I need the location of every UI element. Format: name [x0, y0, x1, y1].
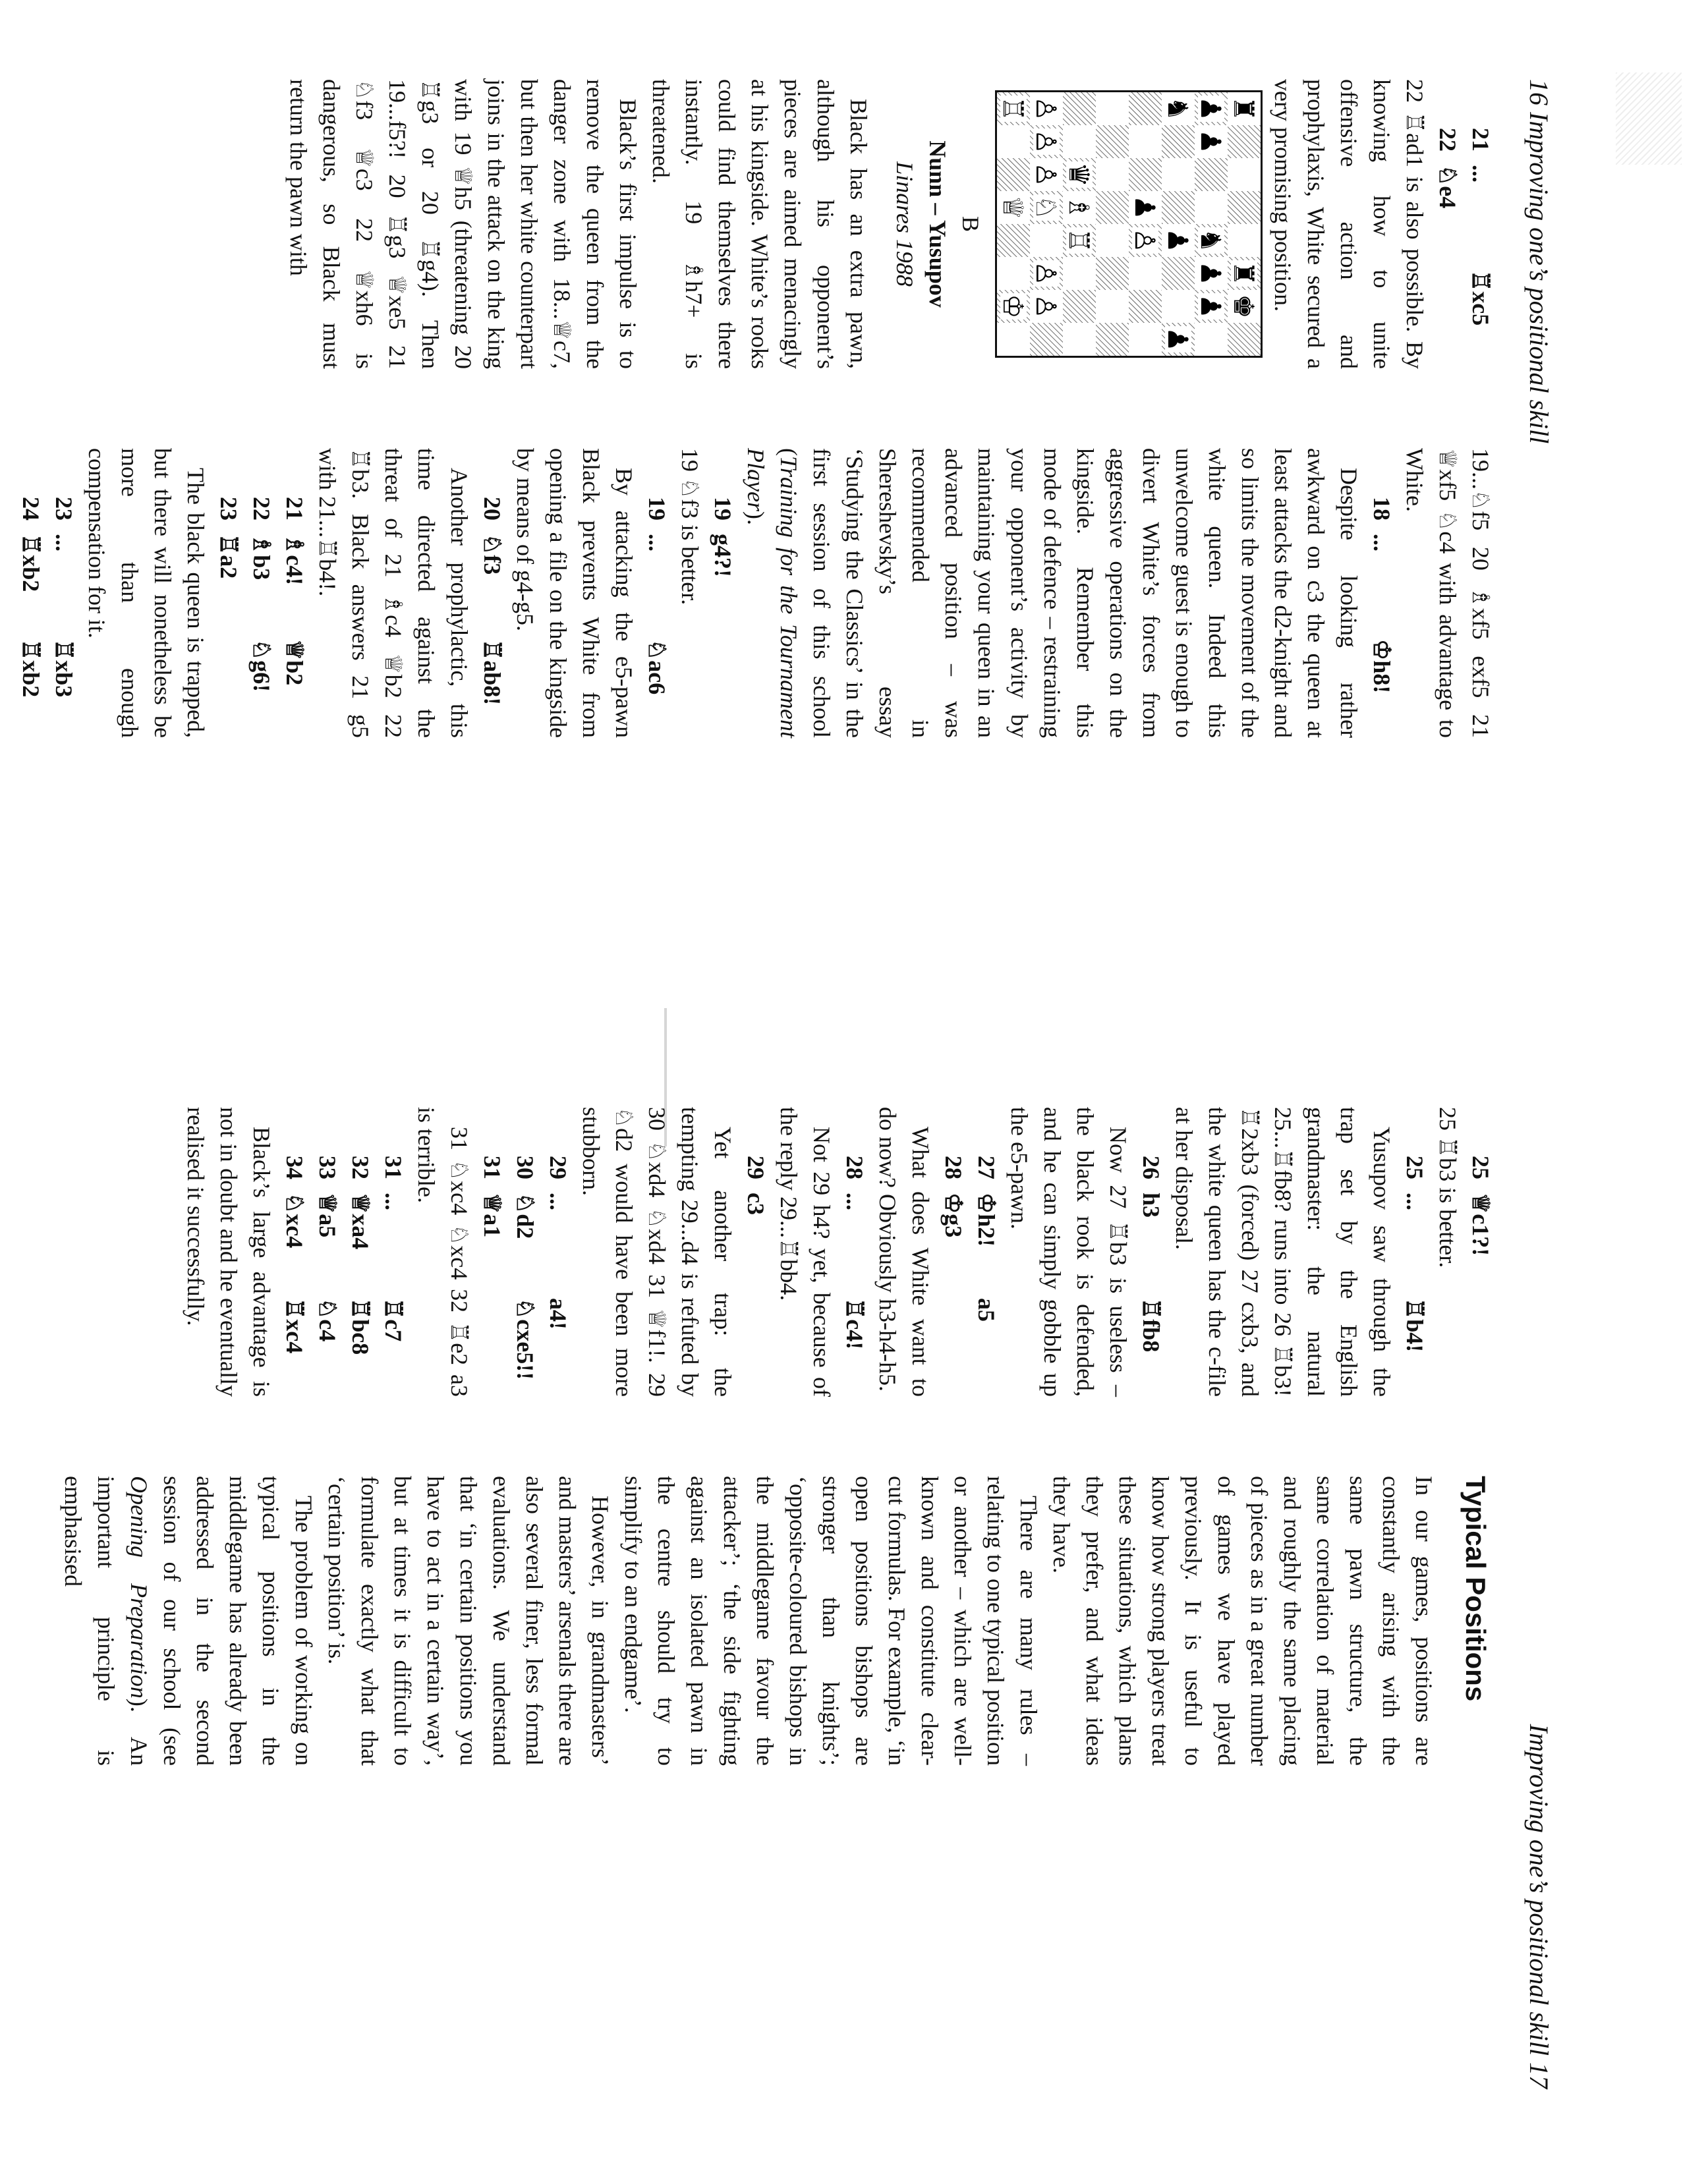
commentary-paragraph: 19 ♘f3 is better.: [677, 448, 703, 606]
running-head-left: 16 Improving one’s positional skill: [1524, 79, 1554, 444]
move-number: 34: [281, 1156, 308, 1179]
move-number: 33: [314, 1156, 341, 1179]
left-page: [0, 79, 1708, 1107]
move-number: 29: [743, 1156, 769, 1179]
white-move: ...: [1467, 165, 1494, 183]
book-title: Opening Preparation: [126, 1476, 152, 1699]
commentary-paragraph: [739, 448, 1365, 738]
commentary-paragraph: Black’s first impulse is to remove the queen from the danger zone with 18...♕c7, but then her white counterpart joins in the attack on the king with 19 ♕h5 (threatening 20 ♖g3 or 20 ♖g4). Then 19...f5?! 20 ♖g3 ♕xe5 21 ♘f3 ♕c3 22 ♕xh6 is dangerous, so Black must return the pawn with: [285, 79, 641, 369]
white-pawn-piece: ♙: [1129, 228, 1161, 253]
move-line: [377, 1107, 410, 1397]
move-number: 18: [1369, 497, 1395, 521]
black-move: ♖b4!: [1402, 1298, 1428, 1353]
board-square: [1096, 158, 1129, 191]
white-move: ...: [644, 534, 670, 551]
white-move: ♘e4: [1435, 165, 1461, 209]
white-move: h3: [1138, 1193, 1164, 1218]
board-square: [1129, 125, 1162, 158]
white-move: ♕a5: [314, 1193, 341, 1238]
black-move: ♖xb3: [51, 639, 77, 698]
black-move: ♖c7: [380, 1298, 407, 1342]
book-title: Training for the Tournament Player: [743, 448, 802, 738]
white-move: ♖xb2: [18, 534, 44, 592]
white-queen-piece: ♕: [997, 195, 1029, 220]
board-square: [1129, 323, 1162, 356]
white-move: ...: [1402, 1193, 1428, 1210]
move-number: 23: [51, 497, 77, 521]
move-line: [1431, 79, 1464, 369]
move-number: 24: [18, 497, 44, 521]
black-queen-piece: ♛: [1063, 162, 1095, 187]
black-knight-piece: ♞: [1162, 96, 1194, 121]
white-move: ...: [380, 1193, 407, 1210]
black-move: [739, 1298, 772, 1397]
commentary-paragraph: Yusupov saw through the trap set by the English grandmaster: the natural 25...♖fb8? runs into 26 ♖b3! ♖2xb3 (forced) 27 cxb3, and the white queen has the c-file at her disposal.: [1171, 1107, 1395, 1397]
white-move: ♕c1?!: [1467, 1193, 1494, 1256]
board-square: [1162, 125, 1195, 158]
white-move: ♕a1: [479, 1193, 505, 1238]
commentary-paragraph: What does White want to do now? Obviously h3-h4-h5.: [874, 1107, 934, 1397]
commentary-paragraph: By attacking the e5-pawn Black prevents White from opening a file on the kingside by means of g4-g5.: [512, 448, 637, 738]
white-king-piece: ♔: [997, 294, 1029, 319]
move-number: 22: [1435, 128, 1461, 152]
board-square: [1129, 257, 1162, 290]
move-number: 20: [479, 497, 505, 521]
move-number: 27: [973, 1156, 1000, 1179]
text-run: ). An important principle is emphasised: [60, 1476, 152, 1766]
board-square: [1063, 290, 1096, 323]
black-pawn-piece: ♟: [1162, 327, 1194, 352]
commentary-paragraph: Yet another trap: the tempting 29...d4 is refuted by 30 ♘xd4 ♘xd4 31 ♕f1!. 29 ♘d2 would have been more stubborn.: [578, 1107, 736, 1397]
move-line: [14, 448, 47, 738]
white-pawn-piece: ♙: [1030, 129, 1062, 154]
move-line: [344, 1107, 377, 1397]
black-move: ♖bc8: [347, 1298, 374, 1355]
text-run: ).: [743, 511, 769, 525]
black-move: ♖c4!: [841, 1298, 868, 1350]
move-number: 19: [644, 497, 670, 521]
black-move: ♕b2: [281, 639, 308, 686]
right-column-1: [179, 1107, 1497, 1397]
commentary-paragraph: 19...♘f5 20 ♗xf5 exf5 21 ♕xf5 ♘c4 with advantage to White.: [1402, 448, 1494, 738]
move-number: 30: [512, 1156, 538, 1179]
white-rook-piece: ♖: [1063, 228, 1095, 253]
white-move: ...: [1369, 534, 1395, 551]
white-pawn-piece: ♙: [1030, 261, 1062, 286]
commentary-paragraph: Another prophylactic, this time directed against the threat of 21 ♗c4 ♕b2 22 ♖b3. Black answers 21 g5 with 21...♖b4!.: [314, 448, 472, 738]
white-move: ...: [545, 1193, 571, 1210]
board-square: [1063, 257, 1096, 290]
move-line: [476, 448, 509, 738]
black-move: ♖xc4: [281, 1298, 308, 1354]
side-to-move: B: [957, 215, 984, 232]
move-number: 19: [710, 497, 736, 521]
black-pawn-piece: ♟: [1195, 96, 1227, 121]
white-move: ♕xa4: [347, 1193, 374, 1250]
left-column-1: [282, 79, 1497, 369]
white-pawn-piece: ♙: [1030, 96, 1062, 121]
white-move: ...: [51, 534, 77, 551]
text-run: The problem of working on typical positions in the middlegame has already been addressed in the second session of our school (see: [159, 1476, 317, 1766]
chess-board: [995, 90, 1263, 358]
board-square: [1096, 290, 1129, 323]
white-move: ♘f3: [479, 534, 505, 575]
white-move: ♖a2: [215, 534, 242, 579]
black-rook-piece: ♜: [1228, 96, 1260, 121]
move-number: 21: [281, 497, 308, 521]
black-pawn-piece: ♟: [1195, 294, 1227, 319]
board-square: [1096, 224, 1129, 257]
board-square: [1228, 158, 1261, 191]
chess-diagram: [888, 79, 1263, 369]
white-rook-piece: ♖: [997, 96, 1029, 121]
body-paragraph: However, in grandmasters’ and masters’ arsenals there are also several finer, less formal evaluations. We understand that ‘in certain positions you have to act in a certain way’, but at times it is difficult to formulate exactly what that ‘certain position’ is.: [324, 1476, 613, 1766]
move-line: [542, 1107, 575, 1397]
board-square: [1195, 323, 1228, 356]
move-line: [212, 448, 245, 738]
move-number: 31: [380, 1156, 407, 1179]
commentary-paragraph: The black queen is trapped, but there will nonetheless be more than enough compensation for it.: [84, 448, 209, 738]
black-pawn-piece: ♟: [1195, 129, 1227, 154]
black-move: [212, 639, 245, 738]
move-line: [1365, 448, 1398, 738]
board-square: [1162, 257, 1195, 290]
board-square: [1162, 158, 1195, 191]
move-line: [1135, 1107, 1168, 1397]
commentary-paragraph: Not 29 h4? yet, because of the reply 29...♖bb4.: [776, 1107, 835, 1397]
move-line: [838, 1107, 871, 1397]
move-number: 26: [1138, 1156, 1164, 1179]
black-move: ♖xc5: [1467, 270, 1494, 326]
board-square: [1228, 191, 1261, 224]
move-number: 21: [1467, 128, 1494, 152]
white-move: ♘d2: [512, 1193, 538, 1239]
board-square: [1096, 323, 1129, 356]
game-event: Linares 1988: [892, 161, 918, 287]
move-line: [1464, 79, 1497, 369]
black-move: ♘g6!: [248, 639, 275, 692]
black-knight-piece: ♞: [1195, 228, 1227, 253]
move-number: 32: [347, 1156, 374, 1179]
black-move: [1431, 270, 1464, 369]
commentary-paragraph: 31 ♘xc4 ♘xc4 32 ♖e2 a3 is terrible.: [413, 1107, 472, 1397]
move-line: [706, 448, 739, 738]
black-pawn-piece: ♟: [1162, 228, 1194, 253]
board-square: [1195, 158, 1228, 191]
body-paragraph: In our games, positions are constantly arising with the same pawn structure, the same correlation of material and roughly the same placing of pieces as in a great number of games we have played previously. It is useful to know how strong players treat these situations, which plans they prefer, and what ideas they have.: [1048, 1476, 1437, 1766]
move-number: 29: [545, 1156, 571, 1179]
board-square: [1096, 125, 1129, 158]
board-square: [1195, 191, 1228, 224]
move-line: [937, 1107, 970, 1397]
white-bishop-piece: ♗: [1063, 195, 1095, 220]
black-rook-piece: ♜: [1228, 261, 1260, 286]
move-line: [640, 448, 673, 738]
right-page: [0, 1081, 1708, 2108]
black-move: ♖fb8: [1138, 1298, 1164, 1353]
commentary-paragraph: Black has an extra pawn, although his opponent’s pieces are aimed menacingly at his kingside. White’s rooks could find themselves there instantly. 19 ♗h7+ is threatened.: [648, 79, 872, 369]
right-column-2: [57, 1476, 1497, 1766]
board-square: [1096, 92, 1129, 125]
white-pawn-piece: ♙: [1030, 294, 1062, 319]
move-line: [970, 1107, 1003, 1397]
black-move: ♖ab8!: [479, 639, 505, 706]
white-move: ♘xc4: [281, 1193, 308, 1249]
move-line: [47, 448, 80, 738]
black-move: [476, 1298, 509, 1397]
running-head-right: Improving one’s positional skill 17: [1524, 1724, 1554, 2089]
black-king-piece: ♚: [1228, 294, 1260, 319]
board-square: [1129, 158, 1162, 191]
move-line: [311, 1107, 344, 1397]
commentary-paragraph: Now 27 ♖b3 is useless – the black rook is defended, and he can simply gobble up the e5-pawn.: [1006, 1107, 1131, 1397]
board-square: [1030, 323, 1063, 356]
commentary-paragraph: 25 ♖b3 is better.: [1435, 1107, 1461, 1268]
move-line: [245, 448, 278, 738]
game-players: Nunn – Yusupov: [925, 140, 951, 308]
white-move: ...: [841, 1193, 868, 1210]
commentary-paragraph: Black’s large advantage is not in doubt and he eventually realised it successfully.: [183, 1107, 275, 1397]
move-line: [476, 1107, 509, 1397]
black-move: a4!: [545, 1298, 571, 1330]
board-square: [1096, 191, 1129, 224]
board-square: [1030, 224, 1063, 257]
move-number: 31: [479, 1156, 505, 1179]
board-square: [1228, 125, 1261, 158]
move-number: 22: [248, 497, 275, 521]
board-square: [1129, 290, 1162, 323]
move-line: [278, 448, 311, 738]
move-number: 25: [1402, 1156, 1428, 1179]
board-square: [1129, 92, 1162, 125]
black-move: ♖xb2: [18, 639, 44, 698]
board-square: [997, 125, 1030, 158]
text-run: Despite looking rather awkward on c3 the queen at least attacks the d2-knight and so limits the movement of the white queen. Indeed this unwelcome guest is enough to divert White’s forces from aggressive operations on the kingside. Remember this mode of defence – restraining your opponent’s activity by maintaining your queen in an advanced position – was recommended in Shereshevsky’s essay ‘Studying the Classics’ in the first session of this school (: [776, 448, 1362, 738]
white-move: c3: [743, 1193, 769, 1215]
black-move: ♔h8!: [1369, 639, 1395, 694]
white-move: ♔h2!: [973, 1193, 1000, 1247]
move-line: [1398, 1107, 1431, 1397]
section-title: Typical Positions: [1460, 1476, 1491, 1702]
move-line: [739, 1107, 772, 1397]
board-square: [1162, 191, 1195, 224]
left-column-2: [14, 448, 1497, 738]
board-square: [1063, 125, 1096, 158]
board-square: [997, 257, 1030, 290]
white-move: g4?!: [710, 534, 736, 577]
board-square: [1162, 290, 1195, 323]
white-move: ♗c4!: [281, 534, 308, 586]
black-move: a5: [973, 1298, 1000, 1322]
board-square: [1063, 92, 1096, 125]
white-knight-piece: ♘: [1030, 195, 1062, 220]
black-move: ♘ac6: [644, 639, 670, 695]
commentary-paragraph: 22 ♖ad1 is also possible. By knowing how to unite offensive action and prophylaxis, White secured a very promising position.: [1270, 79, 1428, 369]
body-paragraph: There are many rules – relating to one typical position or another – which are well-known and constitute clear-cut formulas. For example, ‘in open positions bishops are stronger than knights’; ‘opposite-coloured bishops in the middlegame favour the attacker’; ‘the side fighting against an isolated pawn in the centre should try to simplify to an endgame’.: [620, 1476, 1042, 1766]
black-move: [937, 1298, 970, 1397]
board-square: [997, 224, 1030, 257]
black-move: [1464, 1298, 1497, 1397]
white-move: ♔g3: [940, 1193, 967, 1238]
white-move: ♗b3: [248, 534, 275, 580]
body-paragraph: [57, 1476, 320, 1766]
board-square: [997, 323, 1030, 356]
move-line: [278, 1107, 311, 1397]
black-move: ♘cxe5!!: [512, 1298, 538, 1380]
black-pawn-piece: ♟: [1129, 195, 1161, 220]
move-line: [1464, 1107, 1497, 1397]
move-number: 23: [215, 497, 242, 521]
move-number: 28: [841, 1156, 868, 1179]
black-move: ♘c4: [314, 1298, 341, 1342]
move-number: 28: [940, 1156, 967, 1179]
black-move: [706, 639, 739, 738]
board-square: [997, 158, 1030, 191]
board-square: [1063, 323, 1096, 356]
black-pawn-piece: ♟: [1195, 261, 1227, 286]
move-line: [509, 1107, 542, 1397]
board-square: [1096, 257, 1129, 290]
board-square: [1228, 323, 1261, 356]
board-square: [1228, 224, 1261, 257]
move-number: 25: [1467, 1156, 1494, 1179]
white-pawn-piece: ♙: [1030, 162, 1062, 187]
